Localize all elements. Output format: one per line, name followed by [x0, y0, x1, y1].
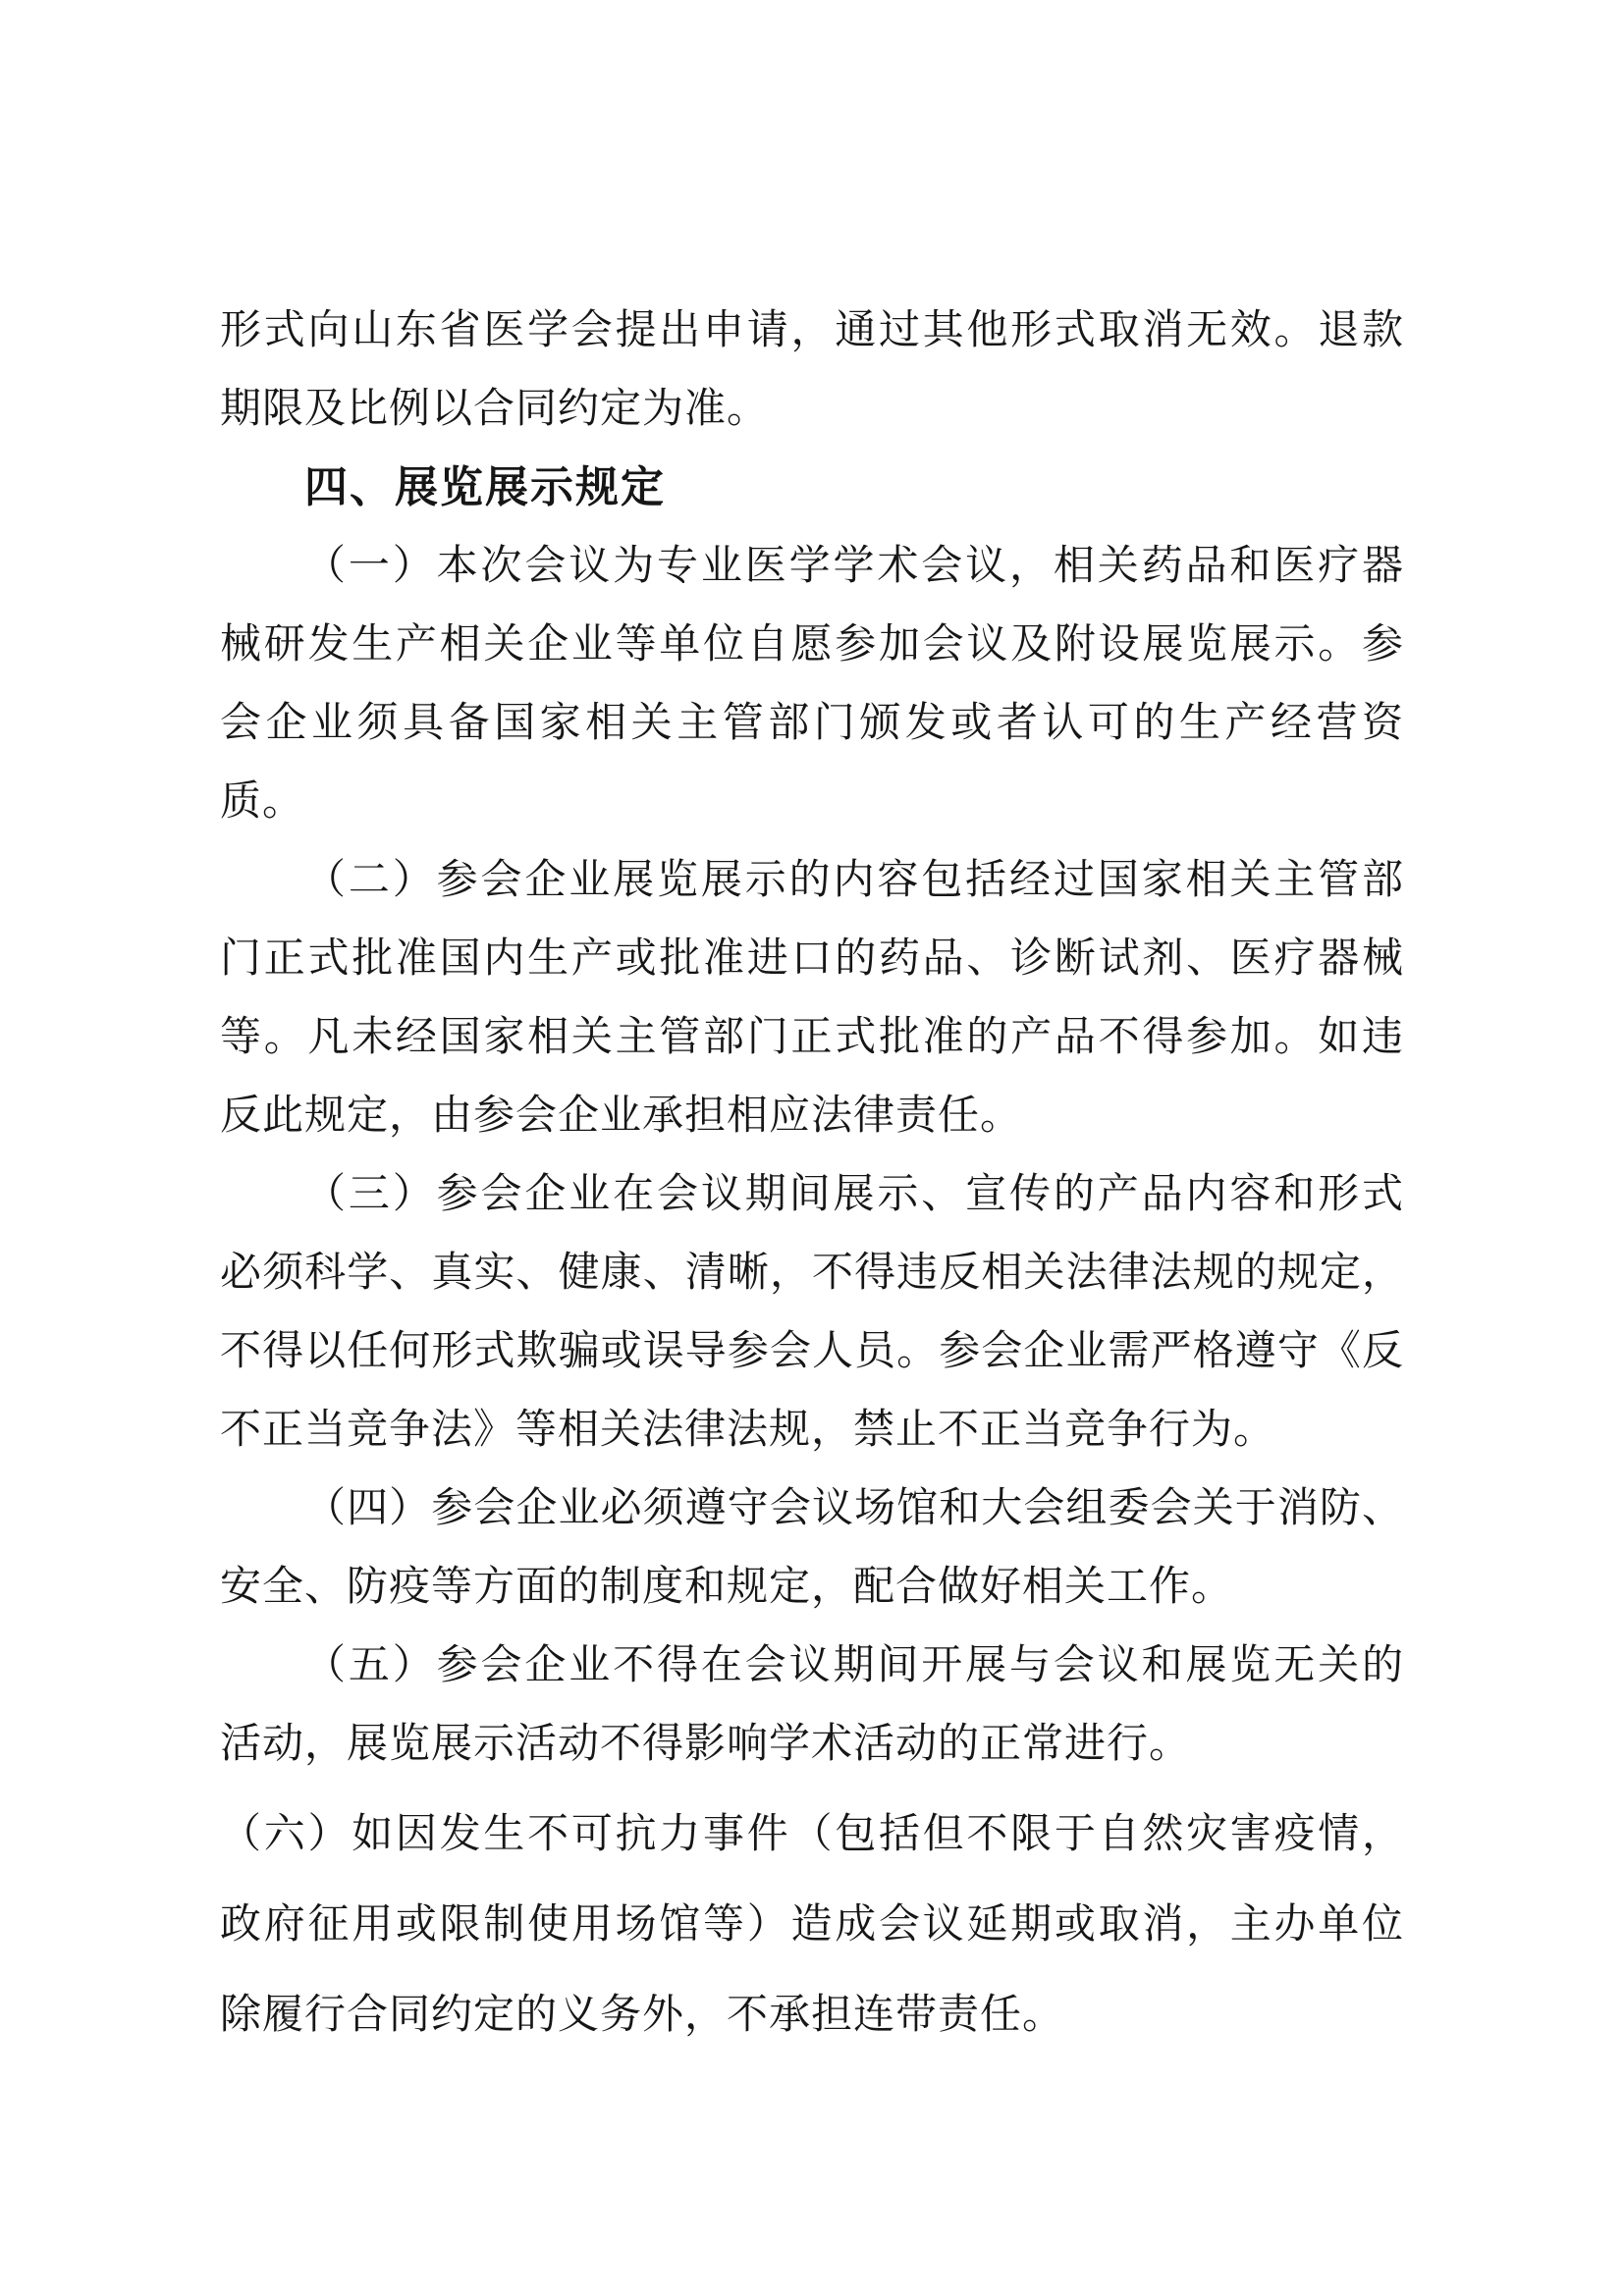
text-line: 械研发生产相关企业等单位自愿参加会议及附设展览展示。参	[220, 622, 1404, 667]
paragraph-item-5	[220, 1627, 1404, 1784]
text-line: （一）本次会议为专业医学学术会议，相关药品和医疗器	[304, 544, 1404, 589]
text-line: 反此规定，由参会企业承担相应法律责任。	[220, 1094, 1023, 1139]
paragraph-item-2	[220, 841, 1404, 1155]
paragraph-item-6	[220, 1789, 1404, 2060]
paragraph-refund-continuation	[220, 292, 1404, 449]
text-line: 等。凡未经国家相关主管部门正式批准的产品不得参加。如违	[220, 1015, 1404, 1060]
paragraph-item-4	[220, 1469, 1404, 1627]
document-body	[220, 292, 1404, 2060]
text-line: 安全、防疫等方面的制度和规定，配合做好相关工作。	[220, 1565, 1234, 1610]
text-line: 会企业须具备国家相关主管部门颁发或者认可的生产经营资	[220, 701, 1404, 746]
text-line: 期限及比例以合同约定为准。	[220, 387, 770, 432]
text-line: 形式向山东省医学会提出申请，通过其他形式取消无效。退款	[220, 308, 1404, 353]
text-line: （三）参会企业在会议期间展示、宣传的产品内容和形式	[304, 1172, 1404, 1217]
text-line: 活动，展览展示活动不得影响学术活动的正常进行。	[220, 1722, 1192, 1767]
paragraph-item-3	[220, 1155, 1404, 1469]
text-line: 政府征用或限制使用场馆等）造成会议延期或取消，主办单位	[220, 1902, 1404, 1948]
text-line: （二）参会企业展览展示的内容包括经过国家相关主管部	[304, 858, 1404, 903]
paragraph-item-1	[220, 527, 1404, 841]
text-line: 门正式批准国内生产或批准进口的药品、诊断试剂、医疗器械	[220, 936, 1404, 982]
text-line: 质。	[220, 779, 305, 825]
text-line: （六）如因发生不可抗力事件（包括但不限于自然灾害疫情，	[220, 1812, 1404, 1857]
text-line: 必须科学、真实、健康、清晰，不得违反相关法律法规的规定，	[220, 1251, 1404, 1296]
text-line: 不正当竞争法》等相关法律法规，禁止不正当竞争行为。	[220, 1408, 1276, 1453]
text-line: 不得以任何形式欺骗或误导参会人员。参会企业需严格遵守《反	[220, 1329, 1404, 1374]
text-line: 除履行合同约定的义务外，不承担连带责任。	[220, 1993, 1065, 2038]
section-heading: 四、展览展示规定	[304, 463, 666, 511]
text-line: （五）参会企业不得在会议期间开展与会议和展览无关的	[304, 1643, 1404, 1688]
text-line: （四）参会企业必须遵守会议场馆和大会组委会关于消防、	[304, 1486, 1404, 1531]
